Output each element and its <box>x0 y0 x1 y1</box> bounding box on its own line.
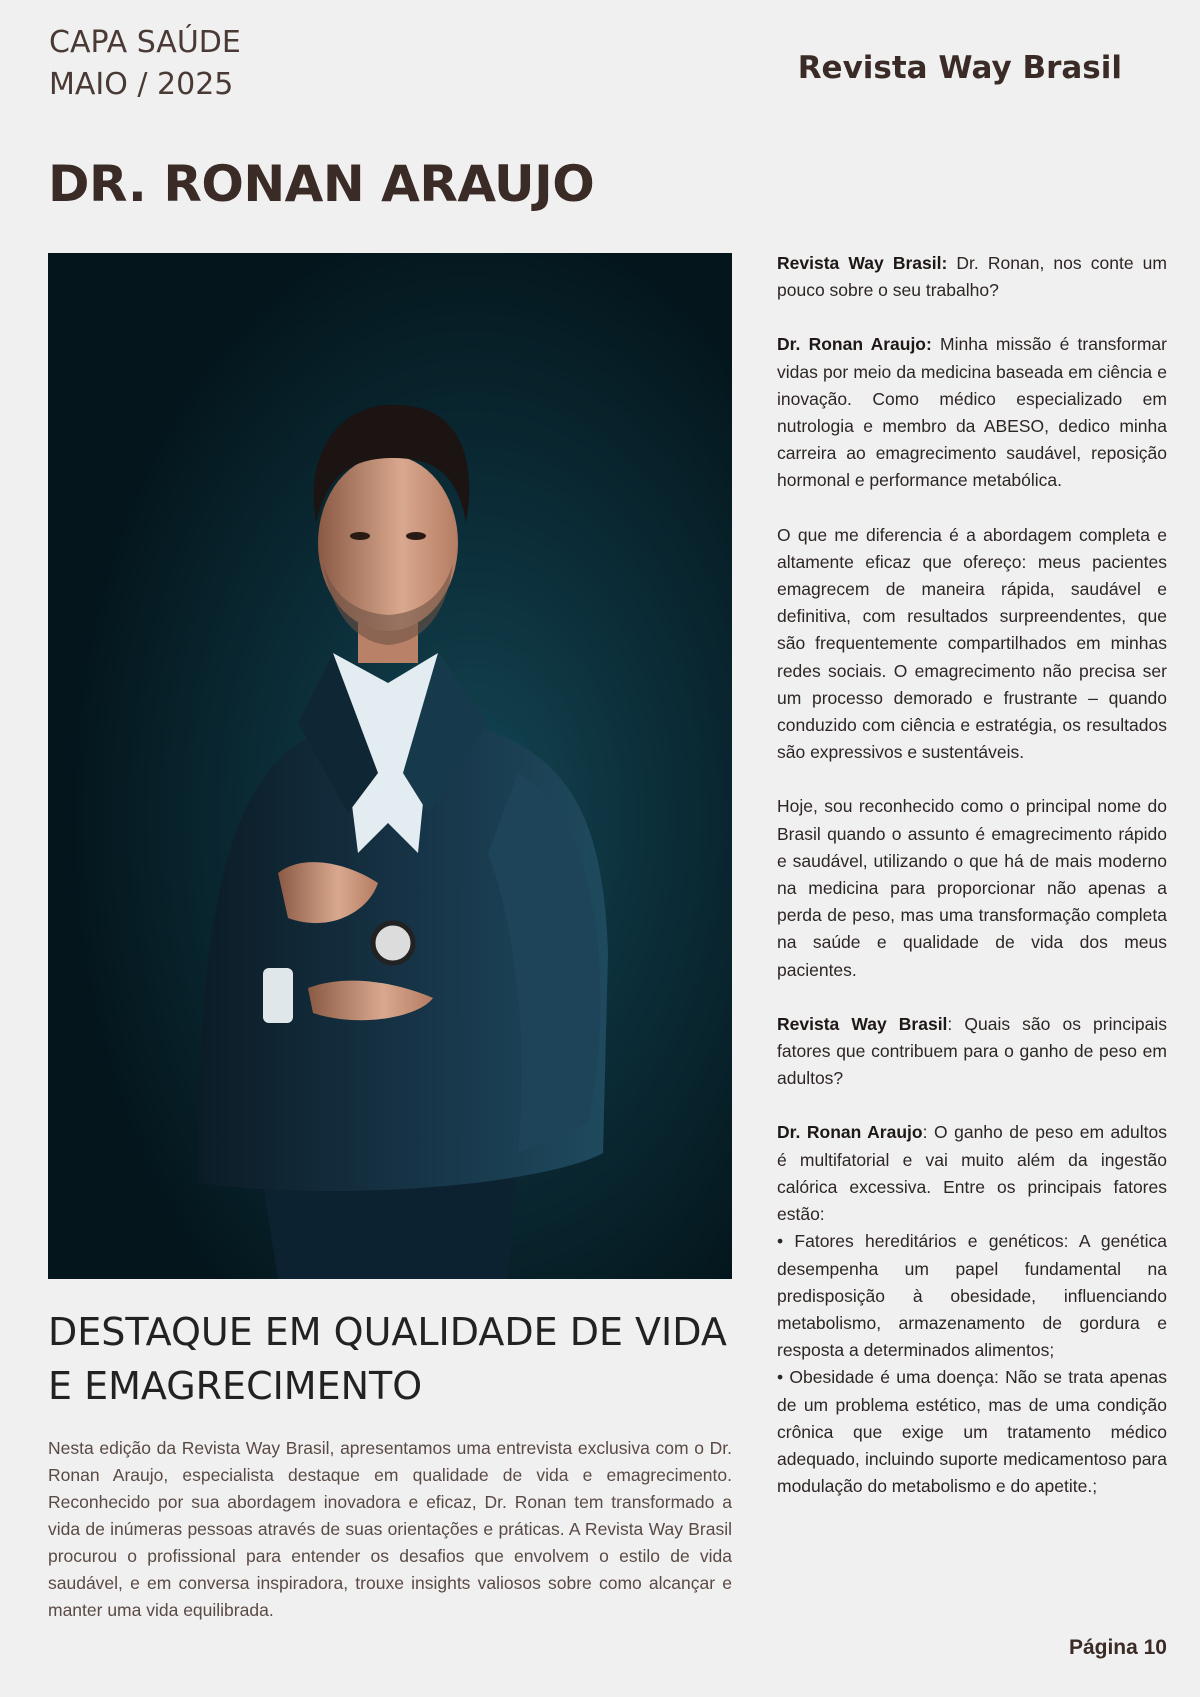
page-title: DR. RONAN ARAUJO <box>48 155 595 213</box>
page-number: Página 10 <box>1068 1636 1167 1659</box>
speaker-label: Dr. Ronan Araujo: <box>777 334 932 355</box>
section-name: CAPA SAÚDE <box>49 25 241 60</box>
speaker-label: Revista Way Brasil: <box>777 253 948 273</box>
issue-date: MAIO / 2025 <box>49 67 234 102</box>
magazine-name: Revista Way Brasil <box>797 50 1122 86</box>
answer-text: : O ganho de peso em adultos é multifatorial e vai muito além da ingestão calórica excessiva. Entre os principais fatores estão: <box>777 1122 1167 1225</box>
answer-text: Minha missão é transformar vidas por meio da medicina baseada em ciência e inovação. Como médico especializado em nutrologia e membro da ABESO, dedico minha carreira ao emagrecimento saudável, reposição hormonal e performance metabólica. <box>777 334 1167 491</box>
intro-paragraph: Nesta edição da Revista Way Brasil, apresentamos uma entrevista exclusiva com o Dr. Ronan Araujo, especialista destaque em qualidade de vida e emagrecimento. Reconhecido por sua abordagem inovadora e eficaz, Dr. Ronan tem transformado a vida de inúmeras pessoas através de suas orientações e práticas. A Revista Way Brasil procurou o profissional para entender os desafios que envolvem o estilo de vida saudável, e em conversa inspiradora, trouxe insights valiosos sobre como alcançar e manter uma vida equilibrada. <box>48 1438 732 1620</box>
answer-2 <box>777 1119 1167 1228</box>
bullet-item: • Obesidade é uma doença: Não se trata apenas de um problema estético, mas de uma condição crônica que exige um tratamento médico adequado, incluindo suporte medicamentoso para modulação do metabolismo e do apetite.; <box>777 1367 1167 1497</box>
question-text: Dr. Ronan, nos conte um pouco sobre o seu trabalho? <box>777 253 1167 301</box>
speaker-label: Dr. Ronan Araujo <box>777 1122 923 1143</box>
interview-column <box>777 250 1167 1500</box>
portrait-illustration <box>48 253 732 1279</box>
bullet-item: • Fatores hereditários e genéticos: A genética desempenha um papel fundamental na predisposição à obesidade, influenciando metabolismo, armazenamento de gordura e resposta a determinados alimentos; <box>777 1231 1167 1361</box>
question-1 <box>777 250 1167 304</box>
answer-1-paragraph-3: Hoje, sou reconhecido como o principal nome do Brasil quando o assunto é emagrecimento rápido e saudável, utilizando o que há de mais moderno na medicina para proporcionar não apenas a perda de peso, mas uma transformação completa na saúde e qualidade de vida dos meus pacientes. <box>777 796 1167 980</box>
question-text: : Quais são os principais fatores que contribuem para o ganho de peso em adultos? <box>777 1013 1167 1089</box>
answer-1-paragraph-2: O que me diferencia é a abordagem completa e altamente eficaz que ofereço: meus pacientes emagrecem de maneira rápida, saudável e definitiva, com resultados surpreendentes, que são frequentemente compartilhados em minhas redes sociais. O emagrecimento não precisa ser um processo demorado e frustrante – quando conduzido com ciência e estratégia, os resultados são expressivos e sustentáveis. <box>777 524 1167 763</box>
portrait-photo <box>48 253 732 1279</box>
section-label <box>49 22 241 106</box>
question-2 <box>777 1011 1167 1093</box>
answer-1 <box>777 331 1167 494</box>
subheadline: DESTAQUE EM QUALIDADE DE VIDA E EMAGRECIMENTO <box>48 1310 727 1408</box>
speaker-label: Revista Way Brasil <box>777 1013 948 1034</box>
